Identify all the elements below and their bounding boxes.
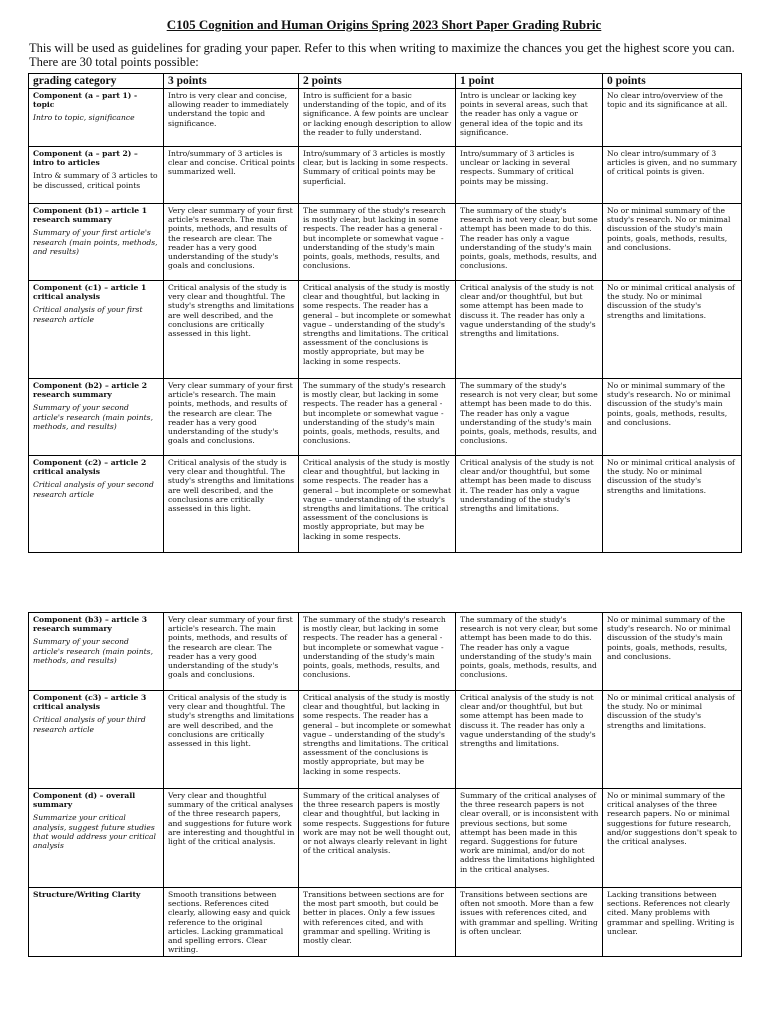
cell-3-points: Intro/summary of 3 articles is clear and concise. Critical points summarized well. <box>164 147 299 204</box>
cell-3-points: Critical analysis of the study is very clear and thoughtful. The study's strengths and limitations are well described, and the conclusions are critically assessed in this light. <box>164 456 299 553</box>
cell-0-points: No or minimal critical analysis of the study. No or minimal discussion of the study's strengths and limitations. <box>603 456 742 553</box>
cell-1-point: The summary of the study's research is not very clear, but some attempt has been made to do this. The reader has only a vague understanding of the study's main points, goals, methods, results, and conclusions. <box>456 204 603 281</box>
cell-2-points: Intro/summary of 3 articles is mostly clear, but is lacking in some respects. Summary of critical points may be superficial. <box>299 147 456 204</box>
intro-paragraph: This will be used as guidelines for grading your paper. Refer to this when writing to maximize the chances you get the highest score you can. There are 30 total points possible: <box>29 41 735 69</box>
table-row <box>29 888 742 957</box>
cell-1-point: Critical analysis of the study is not clear and/or thoughtful, but but some attempt has been made to discuss it. The reader has only a vague understanding of the study's strengths and limitations. <box>456 691 603 789</box>
category-name: Component (d) – overall summary <box>33 791 136 810</box>
category-name: Component (b3) – article 3 research summary <box>33 615 147 634</box>
cell-2-points: Critical analysis of the study is mostly clear and thoughtful, but lacking in some respects. The reader has a general – but incomplete or somewhat vague – understanding of the study's strengths and limitations. The critical assessment of the conclusions is mostly appropriate, but may be lacking in some respects. <box>299 281 456 379</box>
category-name: Component (b1) – article 1 research summary <box>33 206 147 225</box>
cell-2-points: Critical analysis of the study is mostly clear and thoughtful, but lacking in some respects. The reader has a general – but incomplete or somewhat vague – understanding of the study's strengths and limitations. The critical assessment of the conclusions is mostly appropriate, but may be lacking in some respects. <box>299 456 456 553</box>
category-name: Component (c1) – article 1 critical analysis <box>33 283 147 302</box>
cell-2-points: The summary of the study's research is mostly clear, but lacking in some respects. The reader has a general - but incomplete or somewhat vague - understanding of the study's main points, goals, methods, results, and conclusions. <box>299 613 456 691</box>
header-1-point: 1 point <box>456 74 603 89</box>
cell-0-points: No or minimal summary of the study's research. No or minimal discussion of the study's main points, goals, methods, results, and conclusions. <box>603 204 742 281</box>
cell-3-points: Very clear summary of your first article's research. The main points, methods, and results of the research are clear. The reader has a very good understanding of the study's goals and conclusions. <box>164 204 299 281</box>
cell-0-points: No or minimal critical analysis of the study. No or minimal discussion of the study's strengths and limitations. <box>603 281 742 379</box>
category-description: Summary of your second article's research (main points, methods, and results) <box>33 637 153 665</box>
table-row <box>29 456 742 553</box>
category-cell <box>29 89 164 147</box>
cell-1-point: Transitions between sections are often not smooth. More than a few issues with references cited, and with grammar and spelling. Writing is often unclear. <box>456 888 603 957</box>
cell-1-point: Intro is unclear or lacking key points in several areas, such that the reader has only a vague or general idea of the topic and its significance. <box>456 89 603 147</box>
cell-2-points: The summary of the study's research is mostly clear, but lacking in some respects. The reader has a general - but incomplete or somewhat vague - understanding of the study's main points, goals, methods, results, and conclusions. <box>299 204 456 281</box>
header-grading-category: grading category <box>29 74 164 89</box>
header-row <box>29 74 742 89</box>
cell-0-points: No clear intro/summary of 3 articles is given, and no summary of critical points is given. <box>603 147 742 204</box>
cell-3-points: Critical analysis of the study is very clear and thoughtful. The study's strengths and limitations are well described, and the conclusions are critically assessed in this light. <box>164 691 299 789</box>
rubric-table-page-2 <box>28 612 742 957</box>
cell-3-points: Very clear summary of your first article's research. The main points, methods, and results of the research are clear. The reader has a very good understanding of the study's goals and conclusions. <box>164 613 299 691</box>
category-cell <box>29 888 164 957</box>
category-description: Summary of your second article's research (main points, methods, and results) <box>33 403 153 431</box>
category-cell <box>29 456 164 553</box>
cell-2-points: Transitions between sections are for the most part smooth, but could be better in places. Only a few issues with references cited, and with grammar and spelling. Writing is mostly clear. <box>299 888 456 957</box>
category-cell <box>29 379 164 456</box>
category-cell <box>29 789 164 888</box>
cell-0-points: No or minimal summary of the study's research. No or minimal discussion of the study's main points, goals, methods, results, and conclusions. <box>603 613 742 691</box>
cell-1-point: Summary of the critical analyses of the three research papers is not clear overall, or is inconsistent with previous sections, but some attempt has been made in this regard. Suggestions for future work are minimal, and/or do not address the limitations highlighted in the critical analyses. <box>456 789 603 888</box>
document-title: C105 Cognition and Human Origins Spring 2023 Short Paper Grading Rubric <box>166 17 602 32</box>
cell-3-points: Very clear summary of your first article's research. The main points, methods, and results of the research are clear. The reader has a very good understanding of the study's goals and conclusions. <box>164 379 299 456</box>
category-name: Structure/Writing Clarity <box>33 890 141 899</box>
cell-3-points: Smooth transitions between sections. References cited clearly, allowing easy and quick reference to the original articles. Lacking grammatical and spelling errors. Clear writing. <box>164 888 299 957</box>
cell-0-points: No or minimal critical analysis of the study. No or minimal discussion of the study's strengths and limitations. <box>603 691 742 789</box>
cell-1-point: The summary of the study's research is not very clear, but some attempt has been made to do this. The reader has only a vague understanding of the study's main points, goals, methods, results, and conclusions. <box>456 613 603 691</box>
cell-0-points: No clear intro/overview of the topic and its significance at all. <box>603 89 742 147</box>
category-cell <box>29 147 164 204</box>
table-row <box>29 281 742 379</box>
table-row <box>29 613 742 691</box>
cell-1-point: The summary of the study's research is not very clear, but some attempt has been made to do this. The reader has only a vague understanding of the study's main points, goals, methods, results, and conclusions. <box>456 379 603 456</box>
category-cell <box>29 613 164 691</box>
cell-2-points: Intro is sufficient for a basic understanding of the topic, and of its significance. A few points are unclear or lacking enough description to allow the reader to fully understand. <box>299 89 456 147</box>
category-name: Component (c3) – article 3 critical analysis <box>33 693 147 712</box>
category-name: Component (c2) – article 2 critical analysis <box>33 458 147 477</box>
cell-0-points: Lacking transitions between sections. References not clearly cited. Many problems with grammar and spelling. Writing is unclear. <box>603 888 742 957</box>
cell-1-point: Intro/summary of 3 articles is unclear or lacking in several respects. Summary of critical points may be missing. <box>456 147 603 204</box>
cell-0-points: No or minimal summary of the critical analyses of the three research papers. No or minimal suggestions for future research, and/or suggestions don't speak to the critical analyses. <box>603 789 742 888</box>
table-row <box>29 379 742 456</box>
cell-3-points: Critical analysis of the study is very clear and thoughtful. The study's strengths and limitations are well described, and the conclusions are critically assessed in this light. <box>164 281 299 379</box>
category-description: Intro to topic, significance <box>33 113 135 123</box>
category-description: Summarize your critical analysis, suggest future studies that would address your critical analysis <box>33 813 156 851</box>
table-row <box>29 789 742 888</box>
rubric-table-page-1 <box>28 73 742 553</box>
category-cell <box>29 281 164 379</box>
category-description: Critical analysis of your third research article <box>33 715 146 734</box>
cell-1-point: Critical analysis of the study is not clear and/or thoughtful, but some attempt has been made to discuss it. The reader has only a vague understanding of the study's strengths and limitations. <box>456 456 603 553</box>
table-row <box>29 89 742 147</box>
cell-2-points: The summary of the study's research is mostly clear, but lacking in some respects. The reader has a general - but incomplete or somewhat vague - understanding of the study's main points, goals, methods, results, and conclusions. <box>299 379 456 456</box>
cell-2-points: Critical analysis of the study is mostly clear and thoughtful, but lacking in some respects. The reader has a general – but incomplete or somewhat vague – understanding of the study's strengths and limitations. The critical assessment of the conclusions is mostly appropriate, but may be lacking in some respects. <box>299 691 456 789</box>
category-name: Component (a – part 2) – intro to articles <box>33 149 138 168</box>
category-cell <box>29 204 164 281</box>
header-2-points: 2 points <box>299 74 456 89</box>
category-name: Component (b2) – article 2 research summary <box>33 381 147 400</box>
category-cell <box>29 691 164 789</box>
category-description: Summary of your first article's research (main points, methods, and results) <box>33 228 158 256</box>
cell-3-points: Very clear and thoughtful summary of the critical analyses of the three research papers, and suggestions for future work are interesting and thoughtful in light of the critical analysis. <box>164 789 299 888</box>
table-row <box>29 691 742 789</box>
cell-0-points: No or minimal summary of the study's research. No or minimal discussion of the study's main points, goals, methods, results, and conclusions. <box>603 379 742 456</box>
category-name: Component (a – part 1) - topic <box>33 91 138 110</box>
header-3-points: 3 points <box>164 74 299 89</box>
category-description: Intro & summary of 3 articles to be discussed, critical points <box>33 171 158 190</box>
cell-1-point: Critical analysis of the study is not clear and/or thoughtful, but but some attempt has been made to discuss it. The reader has only a vague understanding of the study's strengths and limitations. <box>456 281 603 379</box>
category-description: Critical analysis of your first research article <box>33 305 143 324</box>
table-row <box>29 204 742 281</box>
table-row <box>29 147 742 204</box>
cell-2-points: Summary of the critical analyses of the three research papers is mostly clear and thoughtful, but lacking in some respects. Suggestions for future work are may not be well thought out, or not always clearly relevant in light of the critical analysis. <box>299 789 456 888</box>
header-0-points: 0 points <box>603 74 742 89</box>
category-description: Critical analysis of your second research article <box>33 480 154 499</box>
cell-3-points: Intro is very clear and concise, allowing reader to immediately understand the topic and significance. <box>164 89 299 147</box>
